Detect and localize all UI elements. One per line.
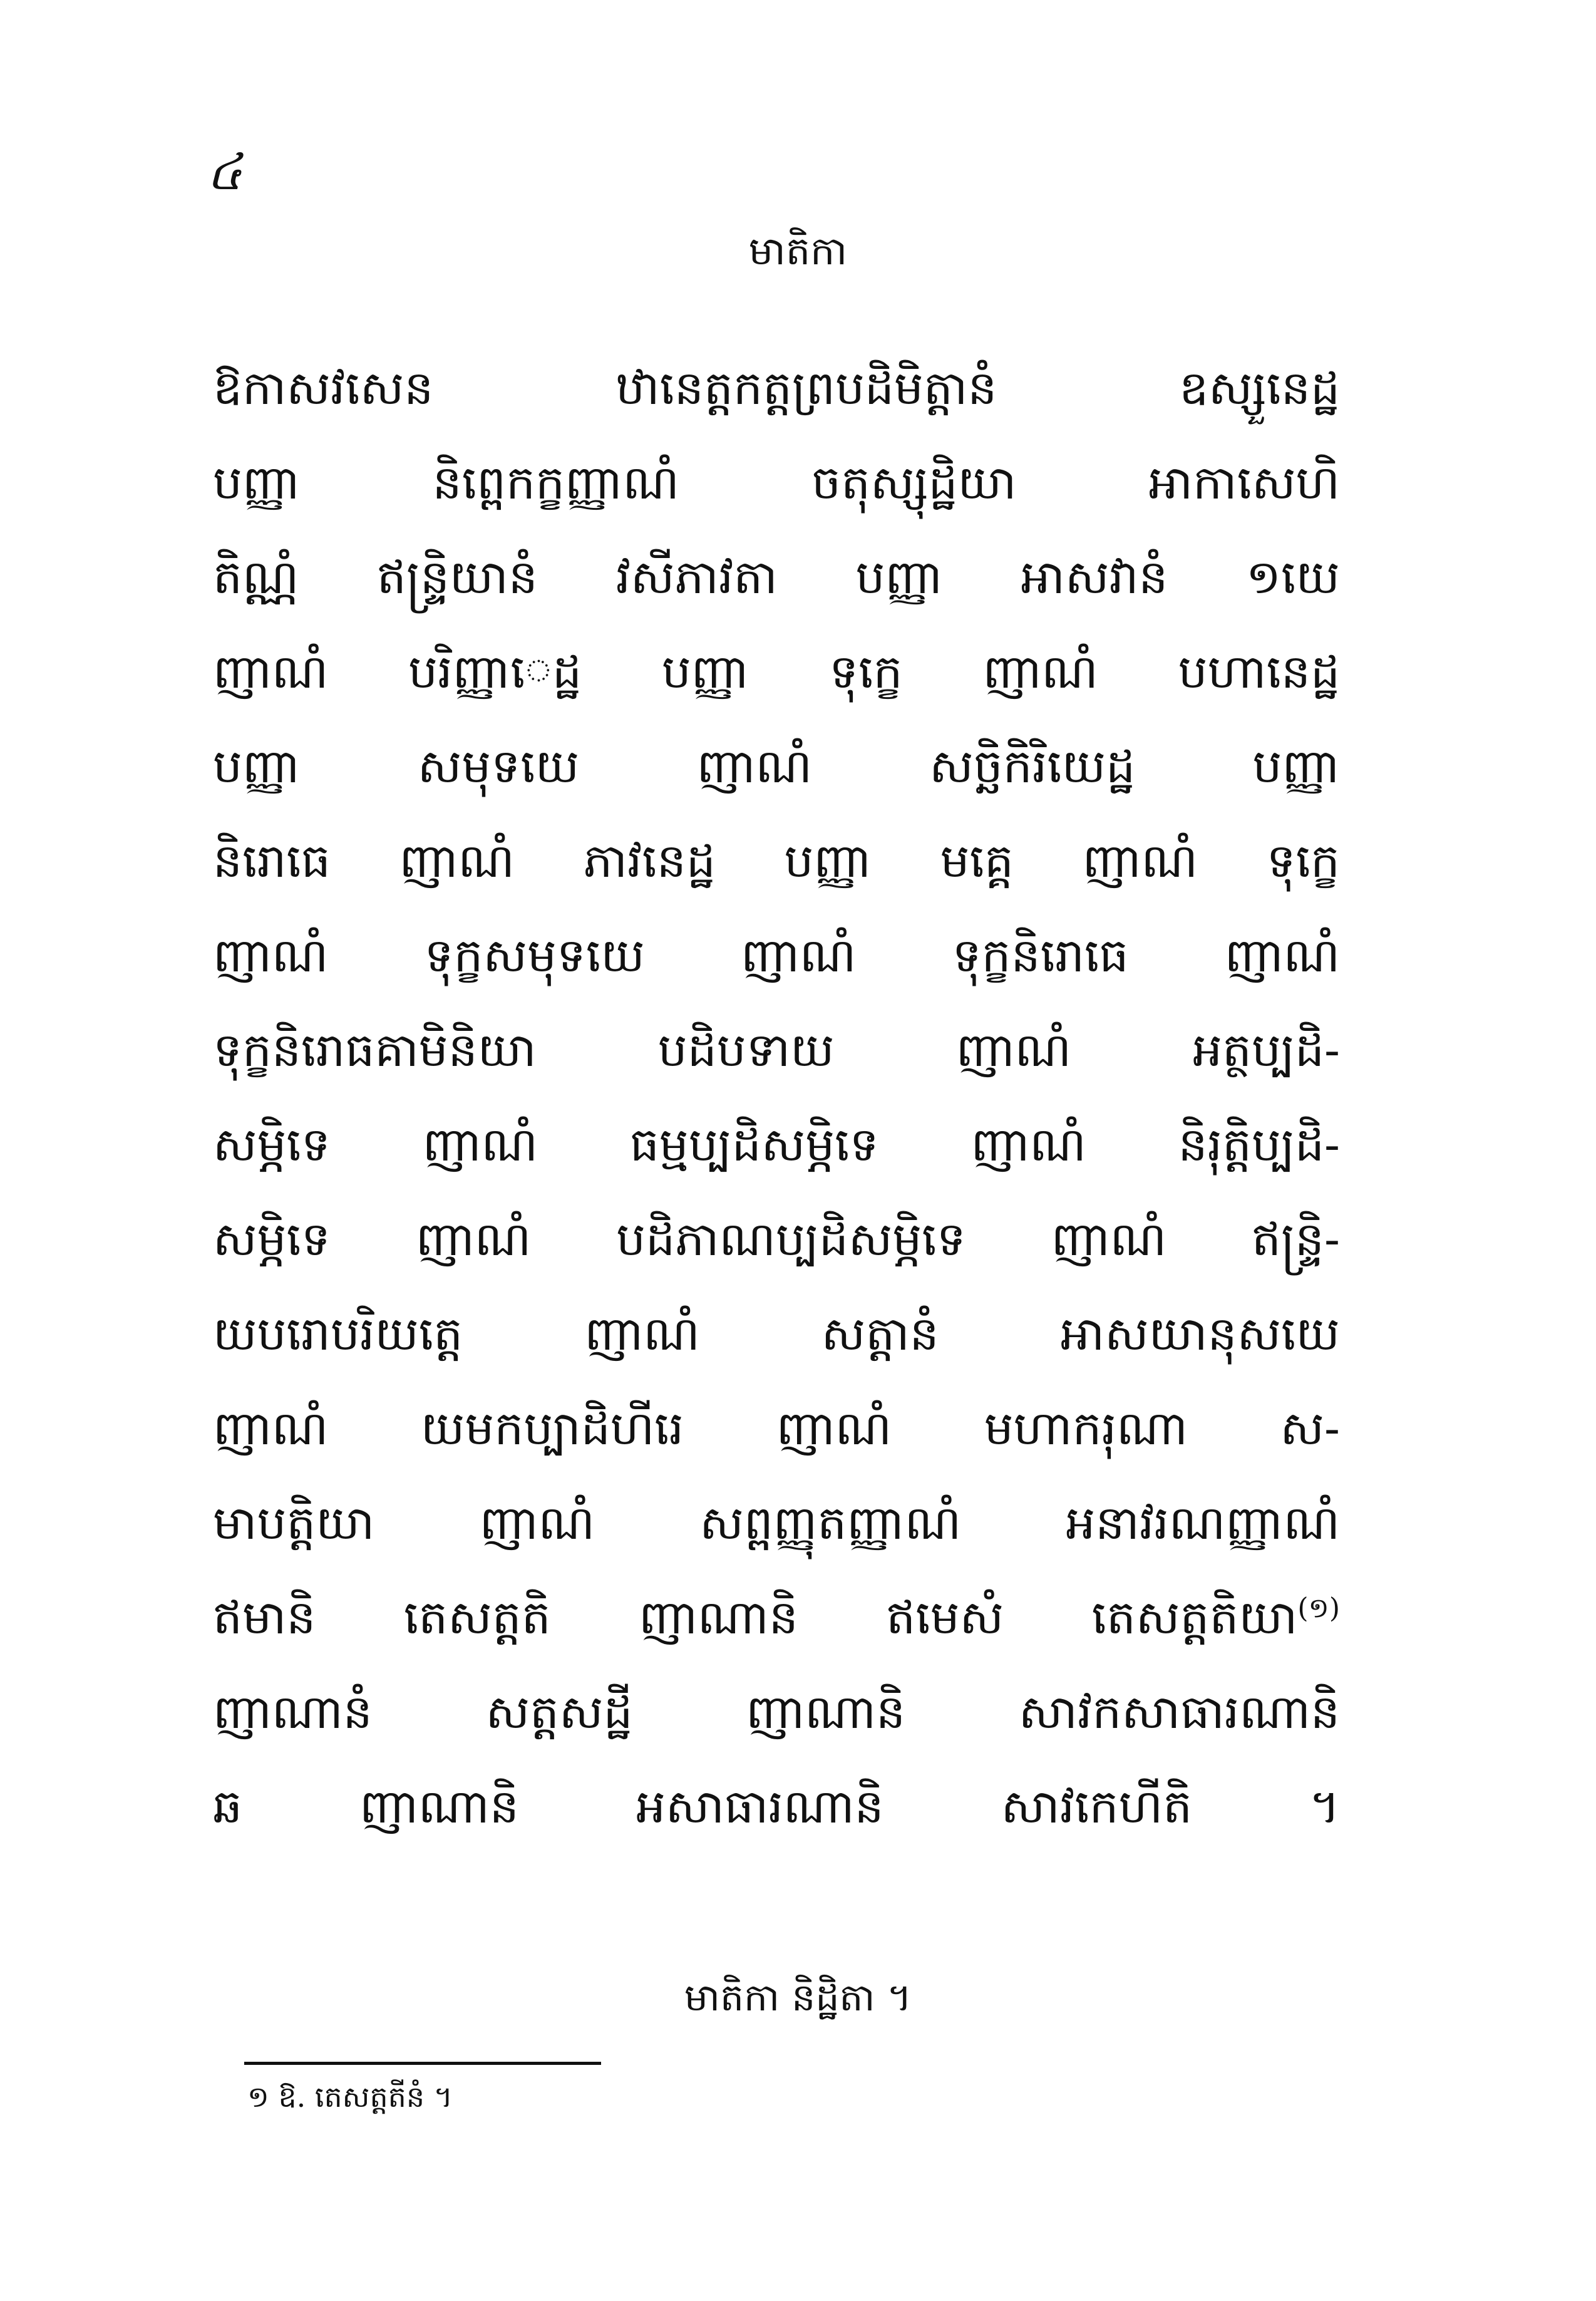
body-line-text: និរោធេ ញាណំ ភាវនេដ្ឋ បញ្ញា មគ្គេ ញាណំ ទុក្ខេ: [213, 834, 1340, 888]
body-line-text: ញាណំ យមកប្បាដិហីរេ ញាណំ មហាករុណា ស-: [213, 1402, 1340, 1456]
body-line-text: ទុក្ខនិរោធគាមិនិយា បដិបទាយ ញាណំ អត្ថប្បដិ-: [213, 1023, 1340, 1077]
body-line: [213, 1287, 1340, 1382]
body-line-text: មាបត្តិយា ញាណំ សព្ពញ្ញុតញ្ញាណំ អនាវរណញ្ញាណំ: [213, 1496, 1340, 1550]
body-line-text: ឆ ញាណានិ អសាធារណានិ សាវកេហីតិ ។: [213, 1780, 1340, 1834]
body-line: [213, 1665, 1340, 1760]
body-line: [213, 1476, 1340, 1571]
body-line: [213, 625, 1340, 720]
body-line-text: សម្ភិទេ ញាណំ បដិភាណប្បដិសម្ភិទេ ញាណំ ឥន្ទ្រិ-: [213, 1213, 1340, 1266]
page-number: ៤: [207, 143, 242, 201]
body-line: [213, 341, 1340, 436]
body-line: [213, 1003, 1340, 1098]
body-line: [213, 436, 1340, 530]
body-text: [213, 341, 1340, 1854]
body-line: [213, 1571, 1340, 1665]
body-line: [213, 1098, 1340, 1192]
page-title: មាតិកា: [748, 228, 848, 274]
footnote-marker: (១): [1297, 1592, 1340, 1625]
body-line-text: ញាណំ ទុក្ខសមុទយេ ញាណំ ទុក្ខនិរោធេ ញាណំ: [213, 929, 1340, 983]
body-line: [213, 1382, 1340, 1476]
body-line: [213, 1192, 1340, 1287]
footnote-rule: [244, 2062, 601, 2065]
body-line: [213, 814, 1340, 909]
body-line: [213, 909, 1340, 1003]
body-line-text: យបរោបរិយត្តេ ញាណំ សត្តានំ អាសយានុសយេ: [213, 1307, 1340, 1361]
body-line: [213, 530, 1340, 625]
body-line-text: បញ្ញា និព្ពេកក្ខញ្ញាណំ ចតុស្សុដ្ឋិយា អាកាសេហិ: [213, 456, 1340, 510]
body-line: [213, 720, 1340, 814]
body-line: [213, 1760, 1340, 1854]
section-end: មាតិកា និដ្ឋិតា ។: [684, 1976, 912, 2020]
body-line-text: តិណ្ណំ ឥន្ទ្រិយានំ វសីភាវតា បញ្ញា អាសវានំ ១យេ: [213, 551, 1340, 604]
body-line-text: ឱកាសវសេន ឋានេត្តកត្តព្របដិមិត្តានំ ឧស្សួនេដ្ឋ: [213, 361, 1340, 415]
body-line-text: ញាណំ បរិញ្ញាេដ្ឋ បញ្ញា ទុក្ខេ ញាណំ បហានេដ្ឋ: [213, 645, 1340, 699]
body-line-text: សម្ភិទេ ញាណំ ធម្មប្បដិសម្ភិទេ ញាណំ និរុត្តិប្បដិ-: [213, 1118, 1340, 1172]
body-line-text: បញ្ញា សមុទយេ ញាណំ សច្ឆិកិរិយេដ្ឋ បញ្ញា: [213, 740, 1340, 794]
footnote: ១ ឱ. តេសត្តតីនំ ។: [247, 2080, 453, 2114]
body-line-text: ញាណានំ សត្តសដ្ឋី ញាណានិ សាវកសាធារណានិ: [213, 1685, 1340, 1739]
body-line-text: ឥមានិ តេសត្តតិ ញាណានិ ឥមេសំ តេសត្តតិយា: [213, 1591, 1298, 1645]
